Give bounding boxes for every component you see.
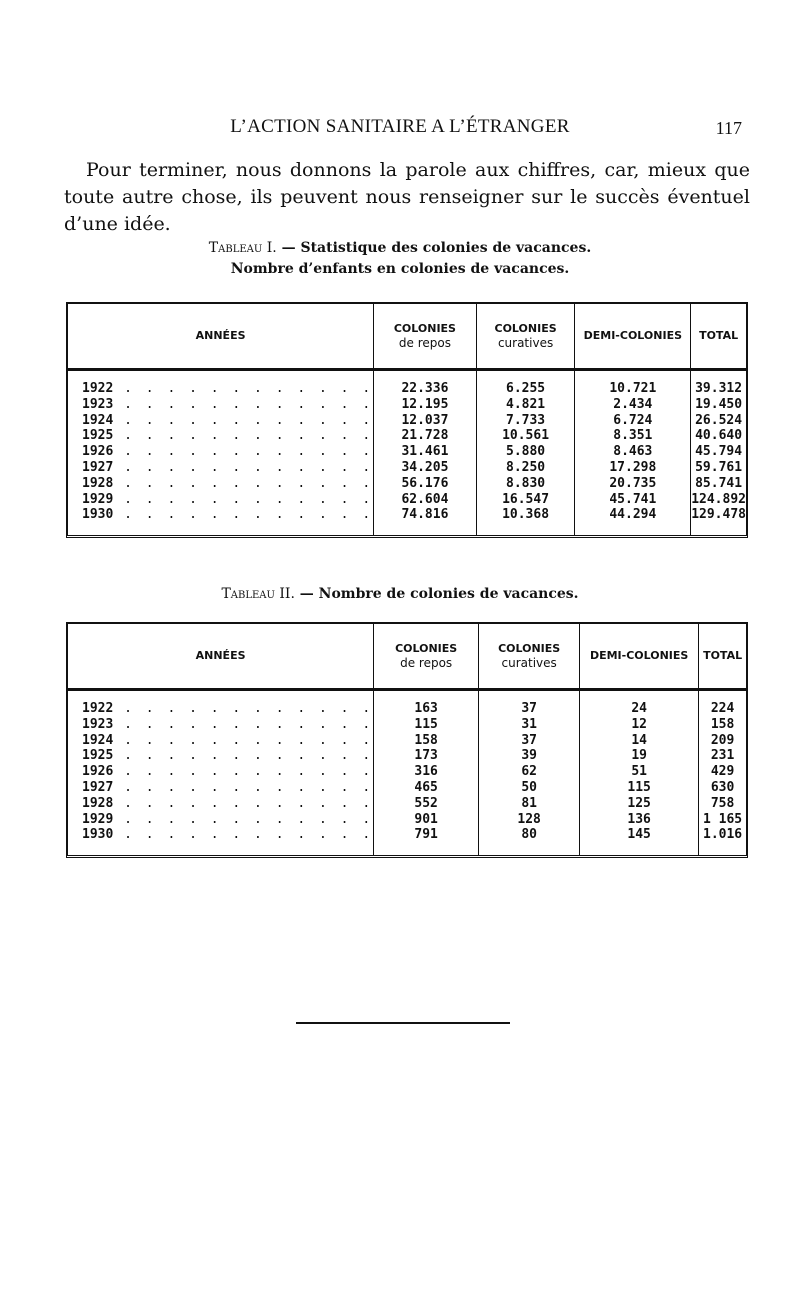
curatives-header-line1: COLONIES [498, 642, 561, 655]
table1-header-row [68, 304, 746, 370]
demi-cell: 6.724 [575, 413, 691, 429]
table-row [68, 397, 746, 413]
curatives-cell: 7.733 [476, 413, 575, 429]
table2-caption-title: — Nombre de colonies de vacances. [299, 586, 579, 602]
demi-cell: 17.298 [575, 460, 691, 476]
year-label: 1922 [82, 381, 114, 396]
demi-cell: 51 [580, 764, 699, 780]
table-row [68, 812, 746, 828]
repos-header-line1: COLONIES [395, 642, 458, 655]
year-cell [68, 796, 374, 812]
demi-cell: 8.463 [575, 444, 691, 460]
curatives-cell: 10.561 [476, 428, 575, 444]
demi-cell: 44.294 [575, 507, 691, 535]
curatives-header-line2: curatives [497, 336, 554, 350]
year-cell [68, 733, 374, 749]
table2-caption [0, 584, 800, 604]
year-label: 1922 [82, 701, 114, 716]
curatives-cell: 6.255 [476, 370, 575, 397]
running-title: L’ACTION SANITAIRE A L’ÉTRANGER [230, 116, 570, 137]
total-cell: 45.794 [695, 444, 743, 460]
leader-dots: . . . . . . . . . . . . [113, 795, 374, 811]
total-cell: 224 [710, 701, 735, 716]
curatives-cell: 62 [479, 764, 580, 780]
total-cell: 209 [710, 732, 735, 748]
table-row [68, 413, 746, 429]
total-cell: 19.450 [695, 396, 743, 412]
year-cell [68, 444, 374, 460]
repos-cell: 12.195 [374, 397, 477, 413]
year-label: 1929 [82, 811, 114, 827]
table-row [68, 780, 746, 796]
table2-grid [68, 624, 746, 855]
year-label: 1923 [82, 396, 114, 412]
curatives-cell: 8.830 [476, 476, 575, 492]
curatives-column-header [476, 304, 575, 370]
leader-dots: . . . . . . . . . . . . [113, 475, 374, 491]
leader-dots: . . . . . . . . . . . . [113, 732, 374, 748]
year-label: 1924 [82, 412, 114, 428]
repos-cell: 21.728 [374, 428, 477, 444]
total-cell: 758 [710, 795, 735, 811]
year-label: 1928 [82, 475, 114, 491]
total-cell: 129.478 [691, 507, 746, 523]
year-cell [68, 413, 374, 429]
table2-body [68, 690, 746, 856]
curatives-cell: 81 [479, 796, 580, 812]
leader-dots: . . . . . . . . . . . . [113, 701, 374, 716]
year-label: 1923 [82, 716, 114, 732]
demi-cell: 19 [580, 748, 699, 764]
repos-cell: 56.176 [374, 476, 477, 492]
demi-cell: 145 [580, 827, 699, 855]
year-label: 1927 [82, 779, 114, 795]
table-row [68, 507, 746, 535]
repos-cell: 115 [374, 717, 479, 733]
table-row [68, 690, 746, 717]
repos-cell: 316 [374, 764, 479, 780]
year-cell [68, 492, 374, 508]
page-header [0, 116, 800, 140]
year-label: 1927 [82, 459, 114, 475]
table-row [68, 717, 746, 733]
repos-cell: 901 [374, 812, 479, 828]
curatives-cell: 50 [479, 780, 580, 796]
year-cell [68, 476, 374, 492]
years-column-header: ANNÉES [68, 304, 374, 370]
table2-caption-label: Tableau II. [221, 586, 295, 602]
repos-cell: 163 [374, 690, 479, 717]
leader-dots: . . . . . . . . . . . . [113, 764, 374, 780]
year-label: 1925 [82, 428, 114, 444]
table1 [66, 302, 748, 538]
total-cell: 158 [710, 716, 735, 732]
year-label: 1929 [82, 491, 114, 507]
demi-cell: 136 [580, 812, 699, 828]
table-row [68, 827, 746, 855]
leader-dots: . . . . . . . . . . . . [113, 412, 374, 428]
repos-cell: 158 [374, 733, 479, 749]
total-cell: 1 165 [703, 811, 743, 827]
years-column-header: ANNÉES [68, 624, 374, 690]
year-cell [68, 370, 374, 397]
curatives-cell: 128 [479, 812, 580, 828]
leader-dots: . . . . . . . . . . . . [113, 779, 374, 795]
curatives-cell: 39 [479, 748, 580, 764]
demi-column-header: DEMI-COLONIES [580, 624, 699, 690]
repos-column-header [374, 624, 479, 690]
demi-cell: 8.351 [575, 428, 691, 444]
demi-cell: 2.434 [575, 397, 691, 413]
year-cell [68, 717, 374, 733]
table-row [68, 764, 746, 780]
curatives-cell: 37 [479, 690, 580, 717]
table-row [68, 476, 746, 492]
demi-cell: 10.721 [575, 370, 691, 397]
table-row [68, 428, 746, 444]
year-cell [68, 764, 374, 780]
total-cell: 429 [710, 764, 735, 780]
repos-header-line2: de repos [398, 336, 451, 350]
year-cell [68, 507, 374, 535]
year-cell [68, 460, 374, 476]
year-label: 1926 [82, 444, 114, 460]
curatives-column-header [479, 624, 580, 690]
year-cell [68, 780, 374, 796]
total-cell: 630 [710, 779, 735, 795]
repos-column-header [374, 304, 477, 370]
table-row [68, 444, 746, 460]
year-cell [68, 428, 374, 444]
repos-cell: 22.336 [374, 370, 477, 397]
curatives-header-line1: COLONIES [494, 322, 557, 335]
table2 [66, 622, 748, 858]
repos-header-line1: COLONIES [393, 322, 456, 335]
repos-cell: 31.461 [374, 444, 477, 460]
table-row [68, 492, 746, 508]
table-row [68, 733, 746, 749]
repos-cell: 552 [374, 796, 479, 812]
curatives-cell: 80 [479, 827, 580, 855]
table1-caption-subtitle: Nombre d’enfants en colonies de vacances. [230, 261, 570, 277]
table1-caption [0, 238, 800, 258]
year-cell [68, 690, 374, 717]
repos-header-line2: de repos [400, 656, 453, 670]
total-cell: 59.761 [695, 459, 743, 475]
demi-cell: 115 [580, 780, 699, 796]
table1-body [68, 370, 746, 536]
year-label: 1930 [82, 507, 114, 523]
year-cell [68, 812, 374, 828]
total-column-header: TOTAL [691, 304, 746, 370]
end-rule [296, 1022, 510, 1024]
curatives-cell: 37 [479, 733, 580, 749]
demi-cell: 24 [580, 690, 699, 717]
table2-header-row [68, 624, 746, 690]
intro-paragraph: Pour terminer, nous donnons la parole aux chiffres, car, mieux que toute autre chose, ils peuvent nous renseigner sur le succès éventuel d’une idée. [64, 159, 750, 235]
leader-dots: . . . . . . . . . . . . [113, 444, 374, 460]
year-label: 1926 [82, 764, 114, 780]
leader-dots: . . . . . . . . . . . . [113, 459, 374, 475]
demi-cell: 12 [580, 717, 699, 733]
leader-dots: . . . . . . . . . . . . [113, 428, 374, 444]
page-number: 117 [715, 118, 742, 138]
leader-dots: . . . . . . . . . . . . [113, 396, 374, 412]
curatives-cell: 8.250 [476, 460, 575, 476]
leader-dots: . . . . . . . . . . . . [113, 381, 374, 396]
table1-grid [68, 304, 746, 535]
curatives-cell: 16.547 [476, 492, 575, 508]
table-row [68, 460, 746, 476]
year-label: 1928 [82, 795, 114, 811]
demi-cell: 20.735 [575, 476, 691, 492]
total-cell: 1.016 [703, 827, 743, 843]
repos-cell: 465 [374, 780, 479, 796]
repos-cell: 34.205 [374, 460, 477, 476]
total-cell: 39.312 [695, 381, 743, 396]
table-row [68, 370, 746, 397]
table1-caption-label: Tableau I. [208, 240, 277, 256]
curatives-cell: 31 [479, 717, 580, 733]
demi-cell: 45.741 [575, 492, 691, 508]
leader-dots: . . . . . . . . . . . . [113, 491, 374, 507]
leader-dots: . . . . . . . . . . . . [113, 827, 374, 843]
repos-cell: 74.816 [374, 507, 477, 535]
repos-cell: 12.037 [374, 413, 477, 429]
curatives-cell: 4.821 [476, 397, 575, 413]
leader-dots: . . . . . . . . . . . . [113, 811, 374, 827]
demi-column-header: DEMI-COLONIES [575, 304, 691, 370]
total-cell: 40.640 [695, 428, 743, 444]
total-cell: 85.741 [695, 475, 743, 491]
year-label: 1924 [82, 732, 114, 748]
demi-cell: 125 [580, 796, 699, 812]
year-cell [68, 748, 374, 764]
repos-cell: 791 [374, 827, 479, 855]
table-row [68, 748, 746, 764]
year-cell [68, 397, 374, 413]
table1-caption-title: — Statistique des colonies de vacances. [281, 240, 592, 256]
year-cell [68, 827, 374, 855]
total-cell: 231 [710, 748, 735, 764]
year-label: 1925 [82, 748, 114, 764]
year-label: 1930 [82, 827, 114, 843]
total-cell: 124.892 [691, 491, 746, 507]
repos-cell: 62.604 [374, 492, 477, 508]
total-cell: 26.524 [695, 412, 743, 428]
leader-dots: . . . . . . . . . . . . [113, 716, 374, 732]
demi-cell: 14 [580, 733, 699, 749]
leader-dots: . . . . . . . . . . . . [113, 507, 374, 523]
curatives-cell: 5.880 [476, 444, 575, 460]
leader-dots: . . . . . . . . . . . . [113, 748, 374, 764]
table-row [68, 796, 746, 812]
repos-cell: 173 [374, 748, 479, 764]
curatives-cell: 10.368 [476, 507, 575, 535]
total-column-header: TOTAL [699, 624, 746, 690]
curatives-header-line2: curatives [501, 656, 557, 670]
